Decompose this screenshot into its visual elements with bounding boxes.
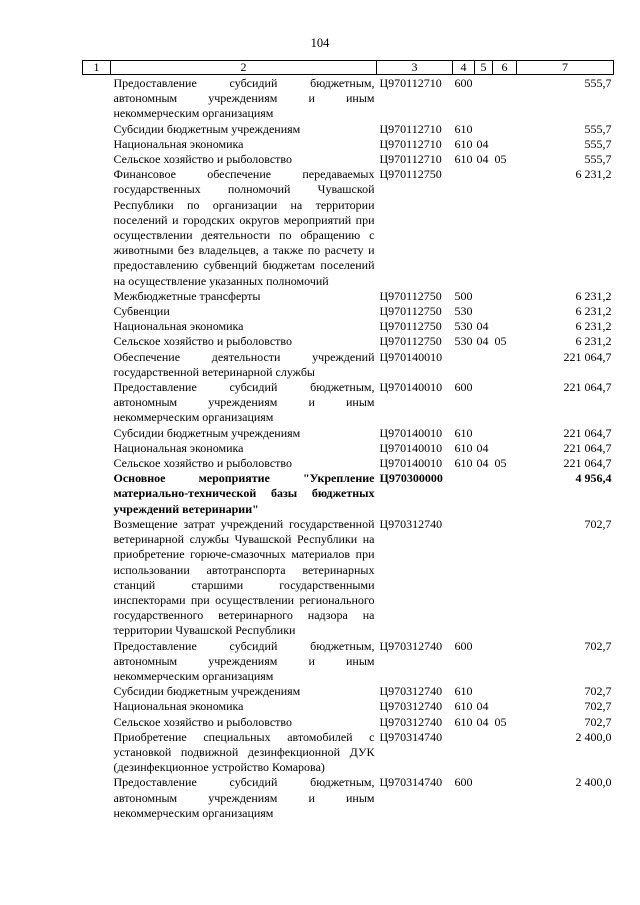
row-sum: 6 231,2 bbox=[575, 167, 612, 182]
row-number-cell bbox=[83, 334, 111, 349]
row-subsection: 05 bbox=[494, 714, 507, 729]
row-expense-type: 610 bbox=[454, 714, 473, 729]
row-section: 04 bbox=[476, 714, 489, 729]
row-section bbox=[475, 289, 493, 304]
table-row bbox=[83, 730, 614, 776]
row-expense-type bbox=[453, 471, 475, 517]
row-sum: 221 064,7 bbox=[563, 380, 612, 395]
row-name: Сельское хозяйство и рыболовство bbox=[113, 456, 293, 471]
row-sum: 555,7 bbox=[584, 136, 612, 151]
row-sum: 702,7 bbox=[584, 684, 612, 699]
row-sum: 702,7 bbox=[584, 714, 612, 729]
row-subsection bbox=[493, 426, 517, 441]
row-sum: 555,7 bbox=[584, 152, 612, 167]
table-row bbox=[83, 441, 614, 456]
row-code: Ц970140010 bbox=[379, 456, 443, 471]
table-row bbox=[83, 684, 614, 699]
row-section: 04 bbox=[476, 319, 489, 334]
row-expense-type: 600 bbox=[454, 638, 473, 653]
row-expense-type: 530 bbox=[454, 304, 473, 319]
row-expense-type: 610 bbox=[454, 456, 473, 471]
row-sum: 6 231,2 bbox=[575, 304, 612, 319]
row-number-cell bbox=[83, 289, 111, 304]
row-section bbox=[475, 122, 493, 137]
row-expense-type: 610 bbox=[454, 425, 473, 440]
row-subsection bbox=[493, 137, 517, 152]
row-name: Предоставление субсидий бюджетным, автономным учреждениям и иным некоммерческим организациям bbox=[113, 775, 375, 820]
header-row bbox=[83, 61, 614, 75]
row-subsection bbox=[493, 730, 517, 776]
row-sum: 221 064,7 bbox=[563, 440, 612, 455]
row-number-cell bbox=[83, 517, 111, 639]
header-cell-4: 4 bbox=[453, 61, 475, 75]
row-number-cell bbox=[83, 715, 111, 730]
row-number-cell bbox=[83, 152, 111, 167]
header-cell-2: 2 bbox=[111, 61, 377, 75]
row-subsection bbox=[493, 517, 517, 639]
table-row bbox=[83, 471, 614, 517]
row-number-cell bbox=[83, 167, 111, 289]
row-expense-type: 610 bbox=[454, 684, 473, 699]
row-code: Ц970140010 bbox=[379, 380, 443, 395]
row-name: Национальная экономика bbox=[113, 136, 244, 151]
row-number-cell bbox=[83, 137, 111, 152]
page-number: 104 bbox=[310, 36, 330, 50]
row-expense-type: 610 bbox=[454, 152, 473, 167]
row-subsection: 05 bbox=[494, 456, 507, 471]
row-section: 04 bbox=[476, 456, 489, 471]
row-code: Ц970140010 bbox=[379, 440, 443, 455]
row-expense-type bbox=[453, 167, 475, 289]
row-sum: 2 400,0 bbox=[575, 775, 612, 790]
row-name: Национальная экономика bbox=[113, 699, 244, 714]
row-sum: 6 231,2 bbox=[575, 288, 612, 303]
table-row bbox=[83, 122, 614, 137]
row-section bbox=[475, 730, 493, 776]
row-code: Ц970112750 bbox=[379, 288, 442, 303]
row-name: Субвенции bbox=[113, 304, 170, 319]
row-name: Сельское хозяйство и рыболовство bbox=[113, 152, 293, 167]
row-section: 04 bbox=[476, 136, 489, 151]
row-subsection bbox=[493, 699, 517, 714]
row-sum: 702,7 bbox=[584, 516, 612, 531]
header-cell-6: 6 bbox=[493, 61, 517, 75]
row-name: Возмещение затрат учреждений государственной ветеринарной службы Чувашской Республики на приобретение горюче-смазочных материалов при использовании автотранспорта ветеринарных станций старшими государственными инспекторами при осуществлении регионального государственного ветеринарного надзора на территории Чувашской Республики bbox=[113, 516, 375, 638]
row-number-cell bbox=[83, 699, 111, 714]
header-cell-1: 1 bbox=[83, 61, 111, 75]
row-expense-type: 600 bbox=[454, 775, 473, 790]
row-section: 04 bbox=[476, 152, 489, 167]
table-row bbox=[83, 289, 614, 304]
row-sum: 2 400,0 bbox=[575, 729, 612, 744]
row-expense-type: 530 bbox=[454, 319, 473, 334]
row-name: Сельское хозяйство и рыболовство bbox=[113, 334, 293, 349]
row-name: Субсидии бюджетным учреждениям bbox=[113, 425, 301, 440]
row-name: Сельское хозяйство и рыболовство bbox=[113, 714, 293, 729]
row-number-cell bbox=[83, 684, 111, 699]
row-name: Субсидии бюджетным учреждениям bbox=[113, 684, 301, 699]
row-expense-type: 600 bbox=[454, 380, 473, 395]
row-sum: 555,7 bbox=[584, 121, 612, 136]
row-code: Ц970112710 bbox=[379, 136, 442, 151]
row-number-cell bbox=[83, 350, 111, 380]
row-number-cell bbox=[83, 730, 111, 776]
row-code: Ц970112750 bbox=[379, 167, 442, 182]
row-code: Ц970112750 bbox=[379, 334, 442, 349]
row-expense-type: 610 bbox=[454, 136, 473, 151]
row-subsection bbox=[493, 167, 517, 289]
table-row bbox=[83, 319, 614, 334]
row-subsection bbox=[493, 380, 517, 426]
row-sum: 702,7 bbox=[584, 699, 612, 714]
row-name: Предоставление субсидий бюджетным, автономным учреждениям и иным некоммерческим организациям bbox=[113, 76, 375, 121]
row-sum: 221 064,7 bbox=[563, 456, 612, 471]
row-number-cell bbox=[83, 639, 111, 685]
row-sum: 221 064,7 bbox=[563, 349, 612, 364]
table-row bbox=[83, 456, 614, 471]
row-expense-type: 610 bbox=[454, 121, 473, 136]
row-number-cell bbox=[83, 319, 111, 334]
row-section bbox=[475, 517, 493, 639]
row-name: Приобретение специальных автомобилей с установкой подвижной дезинфекционной ДУК (дезинфекционное устройство Комарова) bbox=[113, 729, 375, 775]
row-section bbox=[475, 471, 493, 517]
table-row bbox=[83, 715, 614, 730]
row-section bbox=[475, 775, 493, 821]
row-subsection: 05 bbox=[494, 334, 507, 349]
row-sum: 555,7 bbox=[584, 76, 612, 90]
budget-table bbox=[82, 60, 614, 821]
row-code: Ц970112710 bbox=[379, 152, 442, 167]
row-sum: 4 956,4 bbox=[575, 471, 612, 486]
row-code: Ц970112710 bbox=[379, 76, 442, 90]
row-code: Ц970312740 bbox=[379, 699, 443, 714]
row-subsection: 05 bbox=[494, 152, 507, 167]
row-number-cell bbox=[83, 75, 111, 122]
row-subsection bbox=[493, 289, 517, 304]
row-expense-type: 610 bbox=[454, 699, 473, 714]
row-sum: 702,7 bbox=[584, 638, 612, 653]
row-sum: 6 231,2 bbox=[575, 334, 612, 349]
table-row bbox=[83, 152, 614, 167]
table-row bbox=[83, 137, 614, 152]
row-number-cell bbox=[83, 304, 111, 319]
table-row bbox=[83, 334, 614, 349]
row-expense-type: 500 bbox=[454, 288, 473, 303]
row-code: Ц970312740 bbox=[379, 714, 443, 729]
row-expense-type bbox=[453, 517, 475, 639]
row-section bbox=[475, 350, 493, 380]
row-sum: 6 231,2 bbox=[575, 319, 612, 334]
row-number-cell bbox=[83, 456, 111, 471]
row-code: Ц970112750 bbox=[379, 319, 442, 334]
table-row bbox=[83, 350, 614, 380]
row-code: Ц970312740 bbox=[379, 516, 443, 531]
row-code: Ц970300000 bbox=[379, 471, 443, 486]
row-code: Ц970314740 bbox=[379, 729, 443, 744]
row-expense-type: 530 bbox=[454, 334, 473, 349]
row-name: Предоставление субсидий бюджетным, автономным учреждениям и иным некоммерческим организациям bbox=[113, 380, 375, 425]
row-number-cell bbox=[83, 122, 111, 137]
row-section bbox=[475, 304, 493, 319]
row-number-cell bbox=[83, 775, 111, 821]
header-cell-5: 5 bbox=[475, 61, 493, 75]
row-section bbox=[475, 380, 493, 426]
row-subsection bbox=[493, 122, 517, 137]
row-section bbox=[475, 75, 493, 122]
row-name: Субсидии бюджетным учреждениям bbox=[113, 121, 301, 136]
row-section: 04 bbox=[476, 699, 489, 714]
row-expense-type: 600 bbox=[454, 76, 473, 90]
row-name: Национальная экономика bbox=[113, 440, 244, 455]
row-number-cell bbox=[83, 426, 111, 441]
row-code: Ц970312740 bbox=[379, 638, 443, 653]
table-row bbox=[83, 639, 614, 685]
row-subsection bbox=[493, 441, 517, 456]
row-name: Финансовое обеспечение передаваемых государственных полномочий Чувашской Республики по организации на территории поселений и городских округов мероприятий при осуществлении деятельности по обращению с животными без владельцев, а также по расчету и предоставлению субвенций бюджетам поселений на осуществление указанных полномочий bbox=[113, 167, 375, 288]
row-expense-type bbox=[453, 350, 475, 380]
table-row bbox=[83, 167, 614, 289]
row-expense-type bbox=[453, 730, 475, 776]
row-number-cell bbox=[83, 471, 111, 517]
header-cell-7: 7 bbox=[517, 61, 614, 75]
table-row bbox=[83, 775, 614, 821]
row-name: Национальная экономика bbox=[113, 319, 244, 334]
row-number-cell bbox=[83, 380, 111, 426]
row-sum: 221 064,7 bbox=[563, 425, 612, 440]
row-code: Ц970314740 bbox=[379, 775, 443, 790]
row-name: Предоставление субсидий бюджетным, автономным учреждениям и иным некоммерческим организациям bbox=[113, 638, 375, 683]
row-section bbox=[475, 639, 493, 685]
table-row bbox=[83, 517, 614, 639]
row-subsection bbox=[493, 639, 517, 685]
row-section: 04 bbox=[476, 440, 489, 455]
row-code: Ц970140010 bbox=[379, 425, 443, 440]
row-section bbox=[475, 684, 493, 699]
row-name: Межбюджетные трансферты bbox=[113, 288, 261, 303]
table-row bbox=[83, 380, 614, 426]
row-code: Ц970112710 bbox=[379, 121, 442, 136]
row-subsection bbox=[493, 319, 517, 334]
row-subsection bbox=[493, 684, 517, 699]
row-code: Ц970140010 bbox=[379, 349, 443, 364]
header-cell-3: 3 bbox=[377, 61, 453, 75]
row-number-cell bbox=[83, 441, 111, 456]
row-section: 04 bbox=[476, 334, 489, 349]
row-section bbox=[475, 426, 493, 441]
row-expense-type: 610 bbox=[454, 440, 473, 455]
row-section bbox=[475, 167, 493, 289]
row-code: Ц970112750 bbox=[379, 304, 442, 319]
row-subsection bbox=[493, 471, 517, 517]
row-subsection bbox=[493, 350, 517, 380]
table-row bbox=[83, 699, 614, 714]
row-name: Основное мероприятие "Укрепление материально-технической базы бюджетных учреждений ветеринарии" bbox=[113, 471, 375, 516]
table-row bbox=[83, 426, 614, 441]
row-code: Ц970312740 bbox=[379, 684, 443, 699]
row-subsection bbox=[493, 304, 517, 319]
row-name: Обеспечение деятельности учреждений государственной ветеринарной службы bbox=[113, 349, 375, 379]
table-row bbox=[83, 75, 614, 122]
row-subsection bbox=[493, 75, 517, 122]
row-subsection bbox=[493, 775, 517, 821]
table-row bbox=[83, 304, 614, 319]
